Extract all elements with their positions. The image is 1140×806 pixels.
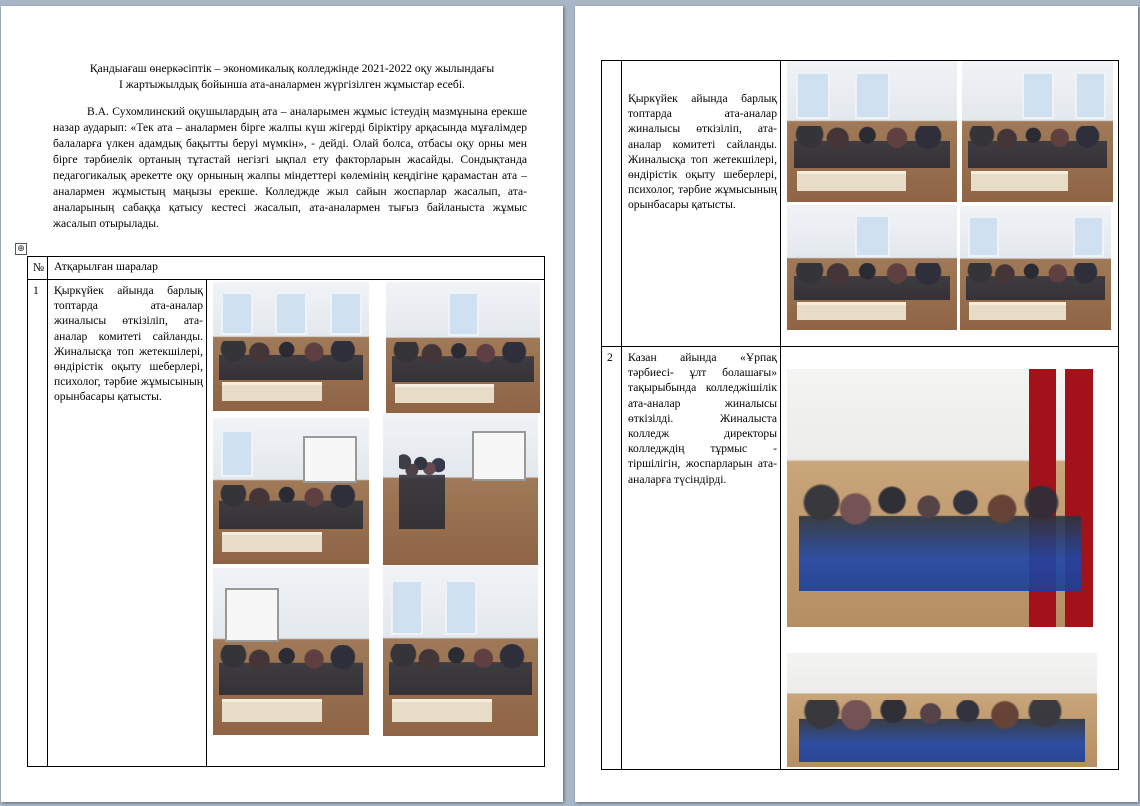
hall-meeting-photo — [787, 369, 1093, 627]
table-header-row — [28, 257, 545, 280]
meeting-photo — [386, 282, 540, 413]
table-row — [28, 280, 545, 767]
table-move-handle-icon[interactable]: ⊕ — [15, 243, 27, 255]
meeting-photo — [213, 568, 369, 735]
row-number-cell: 1 — [28, 280, 48, 767]
row-number-cell — [602, 61, 622, 347]
row-description-cell: Қыркүйек айында барлық топтарда ата-аналар жиналысы өткізіліп, ата-аналар комитеті сайланды. Жиналысқа топ жетекшілері, өндірістік оқыту шеберлері, психолог, тәрбие жұмысының орынбасары қатысты. — [622, 61, 781, 347]
meeting-photo — [962, 61, 1113, 202]
table-row — [602, 61, 1119, 347]
photo-grid — [207, 280, 544, 765]
photo-grid — [781, 347, 1118, 768]
table-row — [602, 347, 1119, 770]
meeting-photo — [960, 206, 1111, 330]
meeting-photo — [383, 566, 538, 736]
row-number-cell: 2 — [602, 347, 622, 770]
activities-table-left — [27, 256, 545, 767]
meeting-photo — [383, 413, 538, 565]
header-number-cell: № — [28, 257, 48, 280]
photo-grid — [781, 61, 1118, 345]
row-description-cell: Қыркүйек айында барлық топтарда ата-аналар жиналысы өткізіліп, ата-аналар комитеті сайланды. Жиналысқа топ жетекшілері, өндірістік оқыту шеберлері, психолог, тәрбие жұмысының орынбасары қатысты. — [48, 280, 207, 767]
meeting-photo — [213, 418, 369, 564]
row-photos-cell — [781, 347, 1119, 770]
meeting-photo — [787, 61, 957, 202]
row-photos-cell — [207, 280, 545, 767]
report-heading-line-2: I жартыжылдық бойынша ата-аналармен жүргізілген жұмыстар есебі. — [119, 78, 465, 91]
row-description-cell: Казан айында «Ұрпақ тәрбиесі- ұлт болашағы» тақырыбында колледжішілік ата-аналар жиналысы өткізілді. Жиналыста колледж директоры колледждің тұрмыс - тіршілігін, жоспарларын ата-аналарға түсіндірді. — [622, 347, 781, 770]
intro-paragraph: В.А. Сухомлинский оқушылардың ата – аналарымен жұмыс істеудің мазмұнына ерекше назар аударып: «Тек ата – аналармен бірге жалпы күш жігерді біріктіру арқасында мұғалімдер балаларға үлкен адамдық бақытты беруі мүмкін», - дейді. Олай болса, отбасы оқу орны мен бірге тәрбиелік ортаның тұтастай негізгі ықпал ету факторларын жасайды. Сондықтанда педагогикалық әрекетте оқу орнының жалпы міндеттері көлемінің кеңдігіне қарамастан ата – аналармен жұмыстың маңызы ерекше. Колледжде жыл сайын жоспарлар жасалып, ата-аналарының сабаққа қатысу кестесі жасалып, ата-аналармен тығыз байланыста жұмыс жасалып отырылады. — [53, 105, 527, 230]
meeting-photo — [787, 205, 957, 330]
hall-meeting-photo — [787, 653, 1097, 767]
meeting-photo — [213, 282, 369, 411]
row-photos-cell — [781, 61, 1119, 347]
report-heading-line-1: Қандыағаш өнеркәсіптік – экономикалық колледжінде 2021-2022 оқу жылындағы — [89, 62, 495, 75]
activities-table-right — [601, 60, 1119, 770]
header-activities-cell: Атқарылған шаралар — [48, 257, 545, 280]
report-heading — [31, 61, 553, 93]
